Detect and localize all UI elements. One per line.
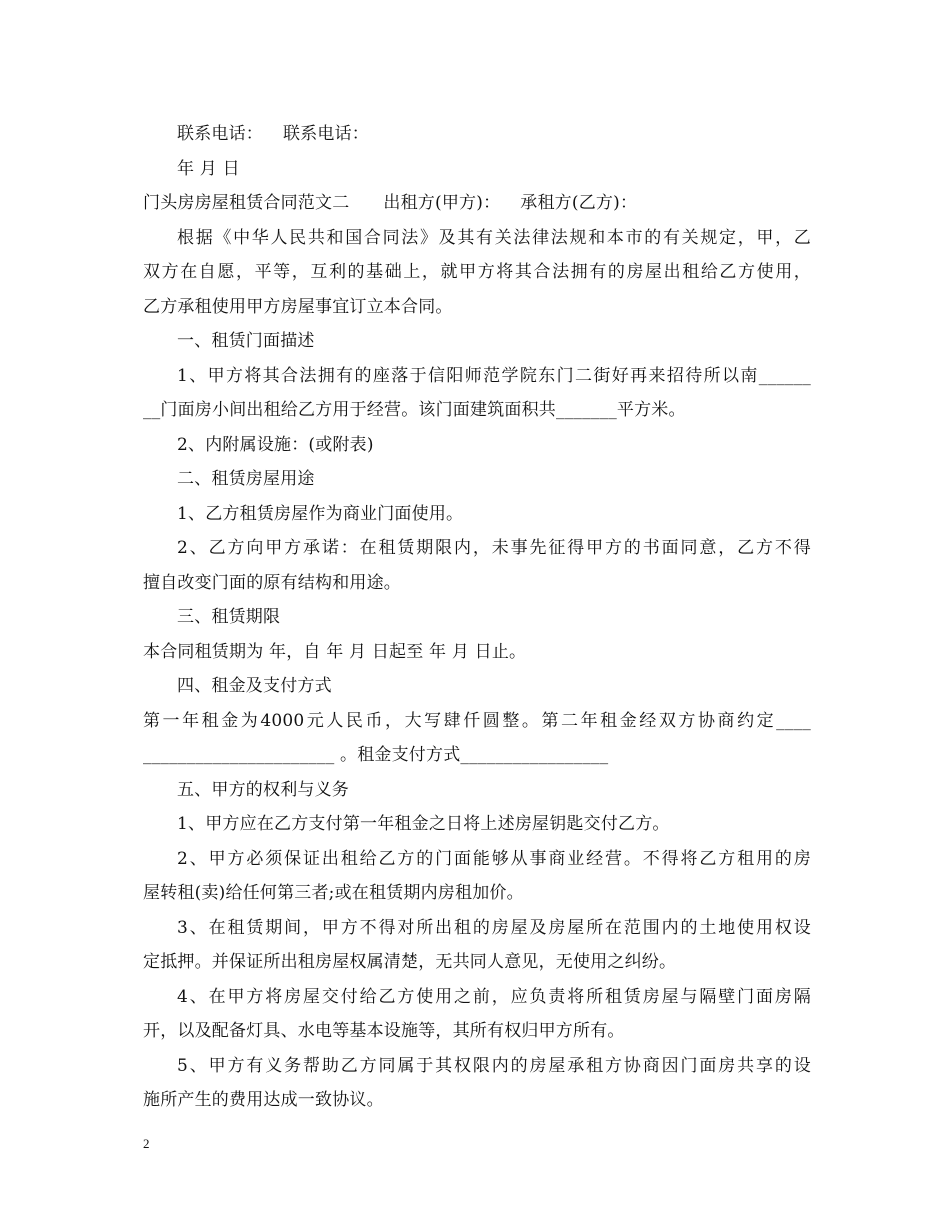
paragraph-line: 定抵押。并保证所出租房屋权属清楚，无共同人意见，无使用之纠纷。 bbox=[143, 952, 677, 972]
party-a-label: 出租方(甲方)： bbox=[383, 193, 501, 213]
paragraph-line: 2、内附属设施：(或附表) bbox=[177, 434, 374, 455]
contact-left: 联系电话： bbox=[177, 124, 263, 144]
paragraph-line: ______________________ 。租金支付方式_________________ bbox=[143, 745, 609, 765]
paragraph-line: 5、甲方有义务帮助乙方同属于其权限内的房屋承租方协商因门面房共享的设 bbox=[177, 1055, 811, 1076]
paragraph-line: 施所产生的费用达成一致协议。 bbox=[143, 1090, 384, 1110]
paragraph-line: 1、甲方应在乙方支付第一年租金之日将上述房屋钥匙交付乙方。 bbox=[177, 814, 670, 834]
paragraph-line: 本合同租赁期为 年，自 年 月 日起至 年 月 日止。 bbox=[143, 641, 527, 662]
document-body bbox=[143, 117, 811, 1118]
paragraph-line: 第一年租金为4000元人民币，大写肆仟圆整。第二年租金经双方协商约定____ bbox=[143, 710, 811, 731]
paragraph-line: 屋转租(卖)给任何第三者;或在租赁期内房租加价。 bbox=[143, 883, 524, 903]
paragraph-line: 乙方承租使用甲方房屋事宜订立本合同。 bbox=[143, 296, 453, 317]
date-line: 年 月 日 bbox=[177, 158, 240, 179]
party-b-label: 承租方(乙方)： bbox=[520, 193, 638, 213]
paragraph-line: __门面房小间出租给乙方用于经营。该门面建筑面积共_______平方米。 bbox=[143, 400, 686, 420]
paragraph-line: 2、甲方必须保证出租给乙方的门面能够从事商业经营。不得将乙方租用的房 bbox=[177, 848, 811, 869]
contact-line bbox=[143, 117, 811, 152]
paragraph-line: 3、在租赁期间，甲方不得对所出租的房屋及房屋所在范围内的土地使用权设 bbox=[177, 917, 811, 938]
paragraph-line: 开，以及配备灯具、水电等基本设施等，其所有权归甲方所有。 bbox=[143, 1021, 625, 1041]
paragraph-line: 1、乙方租赁房屋作为商业门面使用。 bbox=[177, 503, 464, 524]
paragraph-line: 4、在甲方将房屋交付给乙方使用之前，应负责将所租赁房屋与隔壁门面房隔 bbox=[177, 986, 811, 1007]
page-number: 2 bbox=[143, 1136, 150, 1151]
section-heading: 五、甲方的权利与义务 bbox=[177, 779, 349, 800]
title-line bbox=[143, 186, 811, 221]
document-title: 门头房房屋租赁合同范文二 bbox=[143, 193, 350, 213]
paragraph-line: 2、乙方向甲方承诺：在租赁期限内，未事先征得甲方的书面同意，乙方不得 bbox=[177, 538, 811, 558]
section-heading: 二、租赁房屋用途 bbox=[177, 469, 315, 489]
paragraph-line: 双方在自愿，平等，互利的基础上，就甲方将其合法拥有的房屋出租给乙方使用， bbox=[143, 262, 811, 282]
section-heading: 三、租赁期限 bbox=[177, 607, 281, 627]
paragraph-line: 1、甲方将其合法拥有的座落于信阳师范学院东门二街好再来招待所以南______ bbox=[177, 365, 811, 386]
section-heading: 一、租赁门面描述 bbox=[177, 331, 315, 351]
paragraph-line: 根据《中华人民共和国合同法》及其有关法律法规和本市的有关规定，甲，乙 bbox=[177, 227, 811, 248]
contact-right: 联系电话： bbox=[283, 124, 369, 144]
section-heading: 四、租金及支付方式 bbox=[177, 676, 332, 696]
paragraph-line: 擅自改变门面的原有结构和用途。 bbox=[143, 572, 401, 593]
